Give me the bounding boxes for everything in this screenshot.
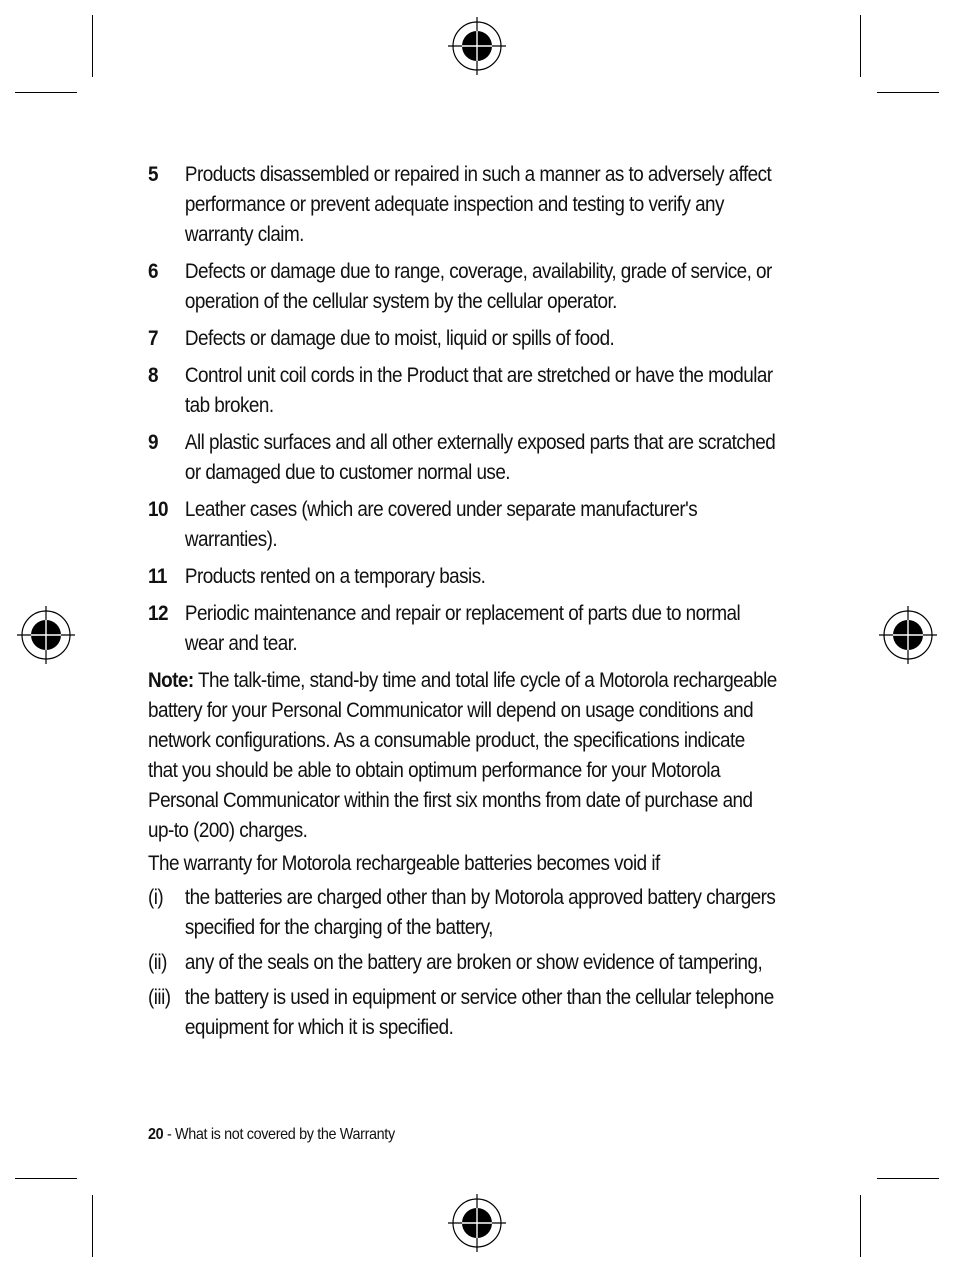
registration-crosshair-icon <box>446 1192 508 1254</box>
registration-crosshair-icon <box>877 604 939 666</box>
item-text: Periodic maintenance and repair or replacement of parts due to normal wear and tear. <box>184 602 741 655</box>
void-intro: The warranty for Motorola rechargeable batteries becomes void if <box>148 852 660 875</box>
list-item <box>148 562 778 592</box>
page-footer <box>148 1126 395 1144</box>
crop-mark-top-left-horizontal <box>15 92 77 93</box>
registration-crosshair-icon <box>15 604 77 666</box>
crop-mark-bottom-left-vertical <box>92 1195 93 1257</box>
void-item-number: (iii) <box>148 986 171 1009</box>
list-item <box>148 428 778 488</box>
void-list-item <box>148 948 778 978</box>
registration-crosshair-icon <box>446 15 508 77</box>
list-item <box>148 599 778 659</box>
item-number: 8 <box>148 364 158 387</box>
list-item <box>148 361 778 421</box>
item-text: All plastic surfaces and all other externally exposed parts that are scratched or damaged due to customer normal use. <box>184 431 776 484</box>
crop-mark-top-left-vertical <box>92 15 93 77</box>
crop-mark-bottom-right-horizontal <box>877 1178 939 1179</box>
crop-mark-bottom-right-vertical <box>860 1195 861 1257</box>
item-text: Leather cases (which are covered under separate manufacturer's warranties). <box>184 498 698 551</box>
list-item <box>148 257 778 317</box>
item-number: 11 <box>148 565 167 588</box>
item-text: Products disassembled or repaired in such a manner as to adversely affect performance or prevent adequate inspection and testing to verify any warranty claim. <box>184 163 772 246</box>
item-number: 7 <box>148 327 158 350</box>
item-number: 5 <box>148 163 158 186</box>
list-item <box>148 324 778 354</box>
item-text: Products rented on a temporary basis. <box>184 565 486 588</box>
note-text: The talk-time, stand-by time and total life cycle of a Motorola rechargeable battery for your Personal Communicator will depend on usage conditions and network configurations. As a consumable product, the specifications indicate that you should be able to obtain optimum performance for your Motorola Personal Communicator within the first six months from date of purchase and up-to (200) charges. <box>148 669 777 842</box>
void-item-text: the battery is used in equipment or service other than the cellular telephone equipment for which it is specified. <box>184 986 774 1039</box>
void-list-item <box>148 983 778 1043</box>
void-item-number: (ii) <box>148 951 167 974</box>
item-text: Control unit coil cords in the Product that are stretched or have the modular tab broken. <box>184 364 773 417</box>
void-list-item <box>148 883 778 943</box>
crop-mark-top-right-vertical <box>860 15 861 77</box>
item-number: 10 <box>148 498 168 521</box>
note-paragraph <box>148 666 778 846</box>
footer-section: - What is not covered by the Warranty <box>163 1126 395 1143</box>
item-text: Defects or damage due to moist, liquid or spills of food. <box>184 327 615 350</box>
void-item-text: the batteries are charged other than by Motorola approved battery chargers specified for the charging of the battery, <box>184 886 776 939</box>
item-number: 12 <box>148 602 168 625</box>
list-item <box>148 160 778 250</box>
item-number: 6 <box>148 260 158 283</box>
crop-mark-bottom-left-horizontal <box>15 1178 77 1179</box>
item-text: Defects or damage due to range, coverage, availability, grade of service, or operation of the cellular system by the cellular operator. <box>184 260 772 313</box>
page-body <box>148 160 778 1048</box>
void-item-text: any of the seals on the battery are broken or show evidence of tampering, <box>184 951 763 974</box>
crop-mark-top-right-horizontal <box>877 92 939 93</box>
list-item <box>148 495 778 555</box>
item-number: 9 <box>148 431 158 454</box>
page-number: 20 <box>148 1126 164 1143</box>
void-item-number: (i) <box>148 886 164 909</box>
note-label: Note: <box>148 669 194 692</box>
